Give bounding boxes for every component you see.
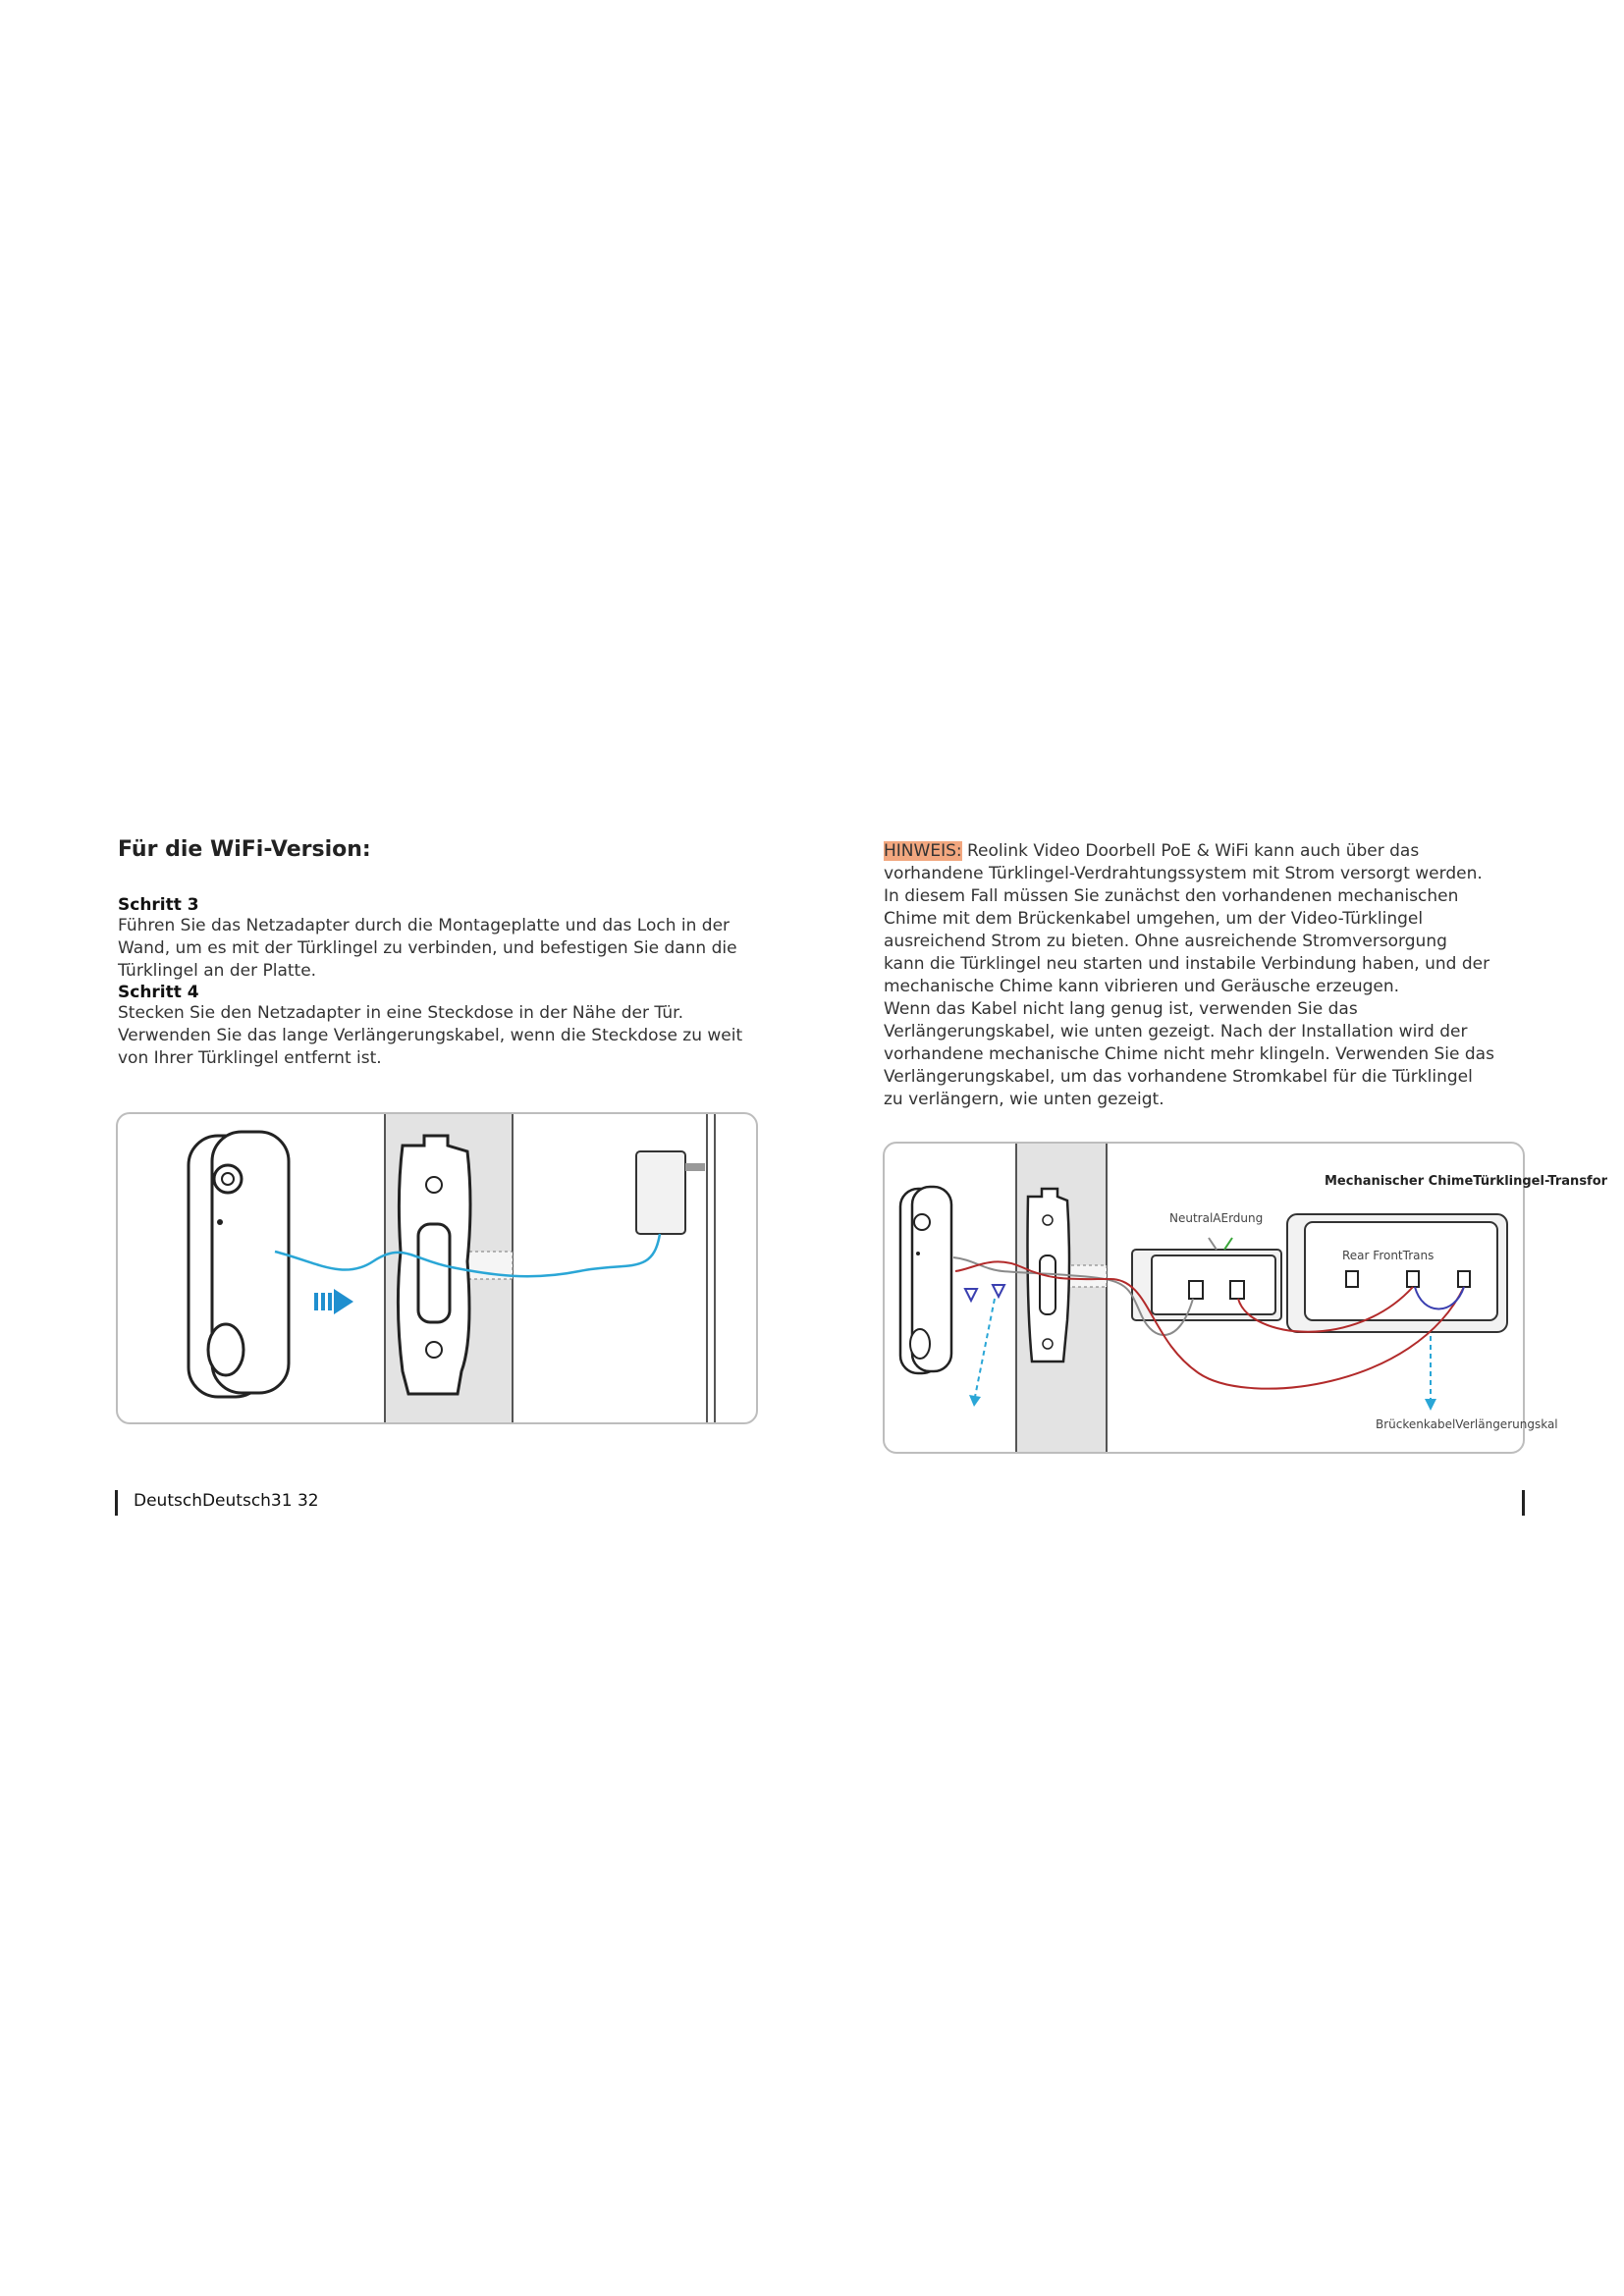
- step4-text: [118, 1002, 785, 1070]
- step4-line: Stecken Sie den Netzadapter in eine Steckdose in der Nähe der Tür.: [118, 1003, 683, 1023]
- doorbell-camera: [914, 1214, 930, 1230]
- plate-screw-icon: [426, 1177, 442, 1193]
- hint-line: vorhandene Türklingel-Verdrahtungssystem mit Strom versorgt werden.: [884, 864, 1483, 883]
- label-bridge-extension: BrückenkabelVerlängerungskal: [1376, 1417, 1558, 1431]
- step3-line: Wand, um es mit der Türklingel zu verbinden, und befestigen Sie dann die: [118, 938, 737, 958]
- extension-arrow: [975, 1299, 995, 1397]
- transformer-terminal: [1346, 1271, 1358, 1287]
- transformer-terminal: [1458, 1271, 1470, 1287]
- hint-label: HINWEIS:: [884, 841, 962, 861]
- hint-line: zu verlängern, wie unten gezeigt.: [884, 1090, 1164, 1109]
- step3-line: Führen Sie das Netzadapter durch die Montageplatte und das Loch in der: [118, 916, 731, 935]
- hint-line: mechanische Chime kann vibrieren und Geräusche erzeugen.: [884, 977, 1400, 996]
- figure-wifi-install: [116, 1112, 758, 1424]
- power-adapter: [636, 1151, 685, 1234]
- left-instructions: [118, 895, 785, 1070]
- ground-wire: [1224, 1238, 1232, 1250]
- step4-title: Schritt 4: [118, 983, 199, 1002]
- arrow-bar: [321, 1293, 325, 1310]
- plate-screw-icon: [426, 1342, 442, 1358]
- plate-screw-icon: [1043, 1339, 1053, 1349]
- doorbell-sensor: [217, 1219, 223, 1225]
- doorbell-sensor: [916, 1252, 920, 1255]
- step3-title: Schritt 3: [118, 895, 199, 915]
- label-rear-front-trans: Rear FrontTrans: [1342, 1249, 1435, 1262]
- hint-line: Wenn das Kabel nicht lang genug ist, verwenden Sie das: [884, 999, 1358, 1019]
- plate-slot: [1040, 1255, 1056, 1314]
- hint-line: Verlängerungskabel, um das vorhandene Stromkabel für die Türklingel: [884, 1067, 1473, 1087]
- doorbell-button: [208, 1324, 244, 1375]
- arrow-bar: [328, 1293, 332, 1310]
- arrow-down-icon: [1425, 1399, 1436, 1411]
- arrow-bar: [314, 1293, 318, 1310]
- hint-first-line: [884, 840, 1532, 863]
- transformer-terminal: [1407, 1271, 1419, 1287]
- wifi-install-illustration: [118, 1114, 756, 1422]
- wire-connector-icon: [993, 1285, 1004, 1297]
- step3-line: Türklingel an der Platte.: [118, 961, 317, 981]
- chime-terminal: [1189, 1281, 1203, 1299]
- hint-line: Chime mit dem Brückenkabel umgehen, um der Video-Türklingel: [884, 909, 1424, 929]
- footer-left-bar: [115, 1490, 118, 1516]
- hint-paragraph: [884, 840, 1532, 1111]
- arrow-down-icon: [969, 1395, 981, 1407]
- section-heading: Für die WiFi-Version:: [118, 837, 371, 862]
- label-chime-transformer: Mechanischer ChimeTürklingel-Transfor: [1325, 1174, 1608, 1189]
- plate-screw-icon: [1043, 1215, 1053, 1225]
- hint-first-text: Reolink Video Doorbell PoE & WiFi kann auch über das: [961, 841, 1420, 861]
- camera-lens: [222, 1173, 234, 1185]
- step4-line: Verwenden Sie das lange Verlängerungskabel, wenn die Steckdose zu weit: [118, 1026, 743, 1045]
- hint-line: kann die Türklingel neu starten und instabile Verbindung haben, und der: [884, 954, 1490, 974]
- hint-line: ausreichend Strom zu bieten. Ohne ausreichende Stromversorgung: [884, 932, 1447, 951]
- step3-text: [118, 915, 785, 983]
- hint-line: Verlängerungskabel, wie unten gezeigt. Nach der Installation wird der: [884, 1022, 1468, 1041]
- label-neutral-ground: NeutralAErdung: [1169, 1211, 1264, 1225]
- chime-bypass-illustration: [885, 1144, 1608, 1452]
- footer-right-bar: [1522, 1490, 1525, 1516]
- chime-panel: [1152, 1255, 1275, 1314]
- step4-line: von Ihrer Türklingel entfernt ist.: [118, 1048, 382, 1068]
- hint-line: In diesem Fall müssen Sie zunächst den vorhandenen mechanischen: [884, 886, 1459, 906]
- direction-arrow-icon: [334, 1289, 353, 1314]
- neutral-wire: [1209, 1238, 1217, 1250]
- chime-terminal: [1230, 1281, 1244, 1299]
- doorbell-button: [910, 1329, 930, 1359]
- figure-chime-bypass: [883, 1142, 1608, 1454]
- adapter-prong: [685, 1163, 705, 1171]
- hint-line: vorhandene mechanische Chime nicht mehr klingeln. Verwenden Sie das: [884, 1044, 1494, 1064]
- plate-slot: [418, 1224, 450, 1322]
- footer-page-numbers: DeutschDeutsch31 32: [134, 1491, 319, 1511]
- wire-connector-icon: [965, 1289, 977, 1301]
